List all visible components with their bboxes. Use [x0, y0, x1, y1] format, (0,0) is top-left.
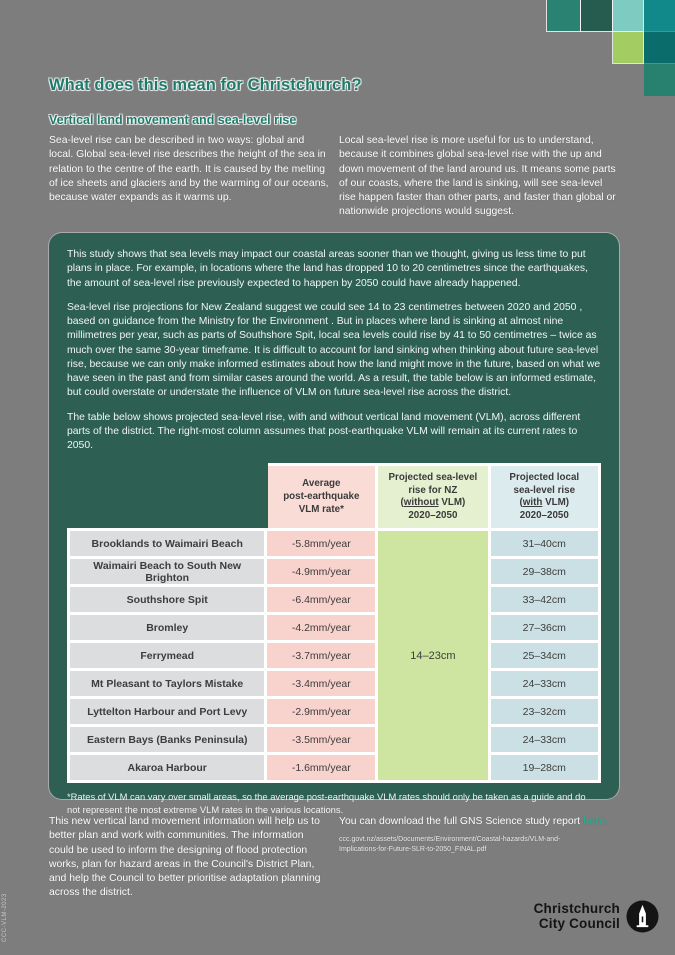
location-cell: Akaroa Harbour [70, 755, 264, 780]
table-corner-patch [67, 463, 268, 528]
ccc-logo-wordmark: Christchurch City Council [533, 901, 620, 931]
vlm-cell: -1.6mm/year [267, 755, 375, 780]
location-cell: Eastern Bays (Banks Peninsula) [70, 727, 264, 752]
ccc-logo [534, 900, 659, 933]
outro-right-block [339, 815, 617, 901]
location-cell: Lyttelton Harbour and Port Levy [70, 699, 264, 724]
local-rise-cell: 29–38cm [491, 559, 598, 584]
intro-columns [49, 134, 617, 220]
report-url: ccc.govt.nz/assets/Documents/Environment/Coastal-hazards/VLM-and- Implications-for-Future-SLR-to-2050_FINAL.pdf [339, 836, 561, 854]
local-rise-cell: 19–28cm [491, 755, 598, 780]
table-row [70, 531, 598, 556]
ccc-cathedral-icon [626, 900, 659, 933]
col-header-vlm-rate: Average post-earthquake VLM rate* [267, 466, 375, 528]
download-report-link[interactable]: here. [582, 816, 608, 827]
sea-level-table-wrap [67, 463, 601, 783]
vlm-cell: -4.2mm/year [267, 615, 375, 640]
table-row [70, 699, 598, 724]
outro-columns [49, 815, 617, 901]
panel-paragraph-1: This study shows that sea levels may impact our coastal areas sooner than we thought, giving us less time to put plans in place. For example, in locations where the land has dropped 10 to 20 centimetres since the earthquakes, the amount of sea-level rise previously expected to happen by 2050 could have already happened. [67, 249, 588, 289]
mosaic-square-icon [644, 0, 675, 31]
local-rise-cell: 23–32cm [491, 699, 598, 724]
local-rise-cell: 25–34cm [491, 643, 598, 668]
vertical-reference-code: CCC-VLM-2023 [2, 893, 8, 942]
outro-left-paragraph: This new vertical land movement information will help us to better plan and work with communities. The information could be used to inform the designing of flood protection works, plan for hazard areas in the Council's District Plan, and help the Council to better prioritise adaptation planning across the district. [49, 816, 321, 899]
vlm-cell: -3.7mm/year [267, 643, 375, 668]
location-cell: Ferrymead [70, 643, 264, 668]
vlm-cell: -2.9mm/year [267, 699, 375, 724]
mosaic-square-icon [644, 64, 675, 96]
page-title: What does this mean for Christchurch? [49, 76, 362, 94]
nz-rise-merged-cell: 14–23cm [378, 531, 487, 780]
panel-paragraph-2: Sea-level rise projections for New Zealand suggest we could see 14 to 23 centimetres between 2020 and 2050 , based on guidance from the Ministry for the Environment . But in places where land is sinking at almost nine millimetres per year, such as parts of Southshore Spit, local sea levels could rise by 41 to 50 centimetres – twice as much over the same 30-year timeframe. It is difficult to account for land sinking when thinking about future sea-level rise, because we can only make informed estimates about how the land might move in the future, based on what we have seen in the past and from similar cases around the world. As a result, the table below is an informed estimate, but could overstate or understate the influence of VLM on future sea-level rise across the district. [67, 301, 601, 399]
location-cell: Brooklands to Waimairi Beach [70, 531, 264, 556]
location-cell: Mt Pleasant to Taylors Mistake [70, 671, 264, 696]
mosaic-square-icon [547, 0, 580, 31]
vlm-cell: -4.9mm/year [267, 559, 375, 584]
table-row [70, 559, 598, 584]
local-rise-cell: 24–33cm [491, 727, 598, 752]
table-footnote: *Rates of VLM can vary over small areas, so the average post-earthquake VLM rates should only be taken as a guide and do not represent the most extreme VLM rates in the various locations. [67, 791, 586, 815]
location-cell: Waimairi Beach to South New Brighton [70, 559, 264, 584]
table-row [70, 643, 598, 668]
location-cell: Southshore Spit [70, 587, 264, 612]
col-header-nz-rise: Projected sea-level rise for NZ (without VLM) 2020–2050 [378, 466, 487, 528]
table-row [70, 727, 598, 752]
section-subtitle: Vertical land movement and sea-level rise [49, 113, 297, 127]
table-row [70, 671, 598, 696]
local-rise-cell: 27–36cm [491, 615, 598, 640]
table-row [70, 755, 598, 780]
mosaic-square-icon [581, 0, 612, 31]
panel-paragraph-3: The table below shows projected sea-level rise, with and without vertical land movement (VLM), across different parts of the district. The right-most column assumes that post-earthquake VLM will remain at its current rates to 2050. [67, 411, 581, 451]
table-row [70, 587, 598, 612]
study-panel [49, 233, 619, 815]
vlm-cell: -6.4mm/year [267, 587, 375, 612]
download-sentence: You can download the full GNS Science study report here. [339, 816, 608, 827]
vlm-cell: -3.5mm/year [267, 727, 375, 752]
mosaic-square-icon [644, 32, 675, 63]
vlm-cell: -3.4mm/year [267, 671, 375, 696]
local-rise-cell: 31–40cm [491, 531, 598, 556]
local-rise-cell: 33–42cm [491, 587, 598, 612]
intro-right-paragraph: Local sea-level rise is more useful for us to understand, because it combines global sea-level rise with the up and down movement of the land around us. It means some parts of our coasts, where the land is sinking, will see sea-level rise happen faster than other parts, and faster than global or nationwide projections would suggest. [339, 135, 616, 218]
intro-left-paragraph: Sea-level rise can be described in two ways: global and local. Global sea-level rise describes the height of the sea in relation to the centre of the earth. It is caused by the melting of ice sheets and glaciers and by the warming of our oceans, because water expands as it warms up. [49, 135, 329, 203]
vlm-cell: -5.8mm/year [267, 531, 375, 556]
mosaic-square-icon [613, 32, 643, 63]
col-header-local-rise: Projected local sea-level rise (with VLM) 2020–2050 [491, 466, 598, 528]
local-rise-cell: 24–33cm [491, 671, 598, 696]
mosaic-square-icon [613, 0, 643, 31]
location-cell: Bromley [70, 615, 264, 640]
table-row [70, 615, 598, 640]
